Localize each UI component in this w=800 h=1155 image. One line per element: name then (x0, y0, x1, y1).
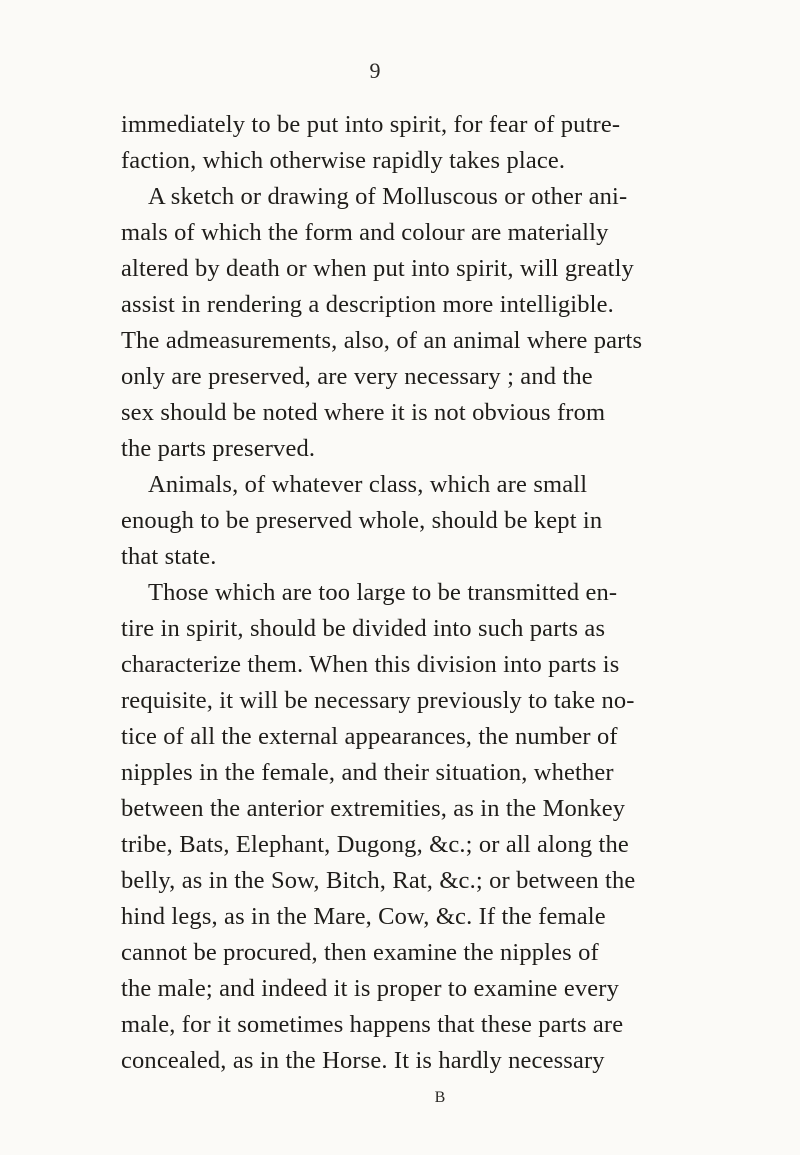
text-line: assist in rendering a description more intelligible. (121, 291, 614, 318)
text-line: concealed, as in the Horse. It is hardly necessary (121, 1047, 605, 1074)
text-line: belly, as in the Sow, Bitch, Rat, &c.; or between the (121, 867, 636, 894)
text-line: sex should be noted where it is not obvious from (121, 399, 606, 426)
text-line: faction, which otherwise rapidly takes place. (121, 147, 566, 174)
text-line: only are preserved, are very necessary ; and the (121, 363, 593, 390)
text-line: immediately to be put into spirit, for fear of putre- (121, 111, 621, 138)
text-line: Animals, of whatever class, which are small (148, 471, 588, 498)
text-line: enough to be preserved whole, should be kept in (121, 507, 603, 534)
text-line: Those which are too large to be transmitted en- (148, 579, 618, 606)
text-line: the parts preserved. (121, 435, 316, 462)
text-line: male, for it sometimes happens that these parts are (121, 1011, 624, 1038)
text-line: characterize them. When this division into parts is (121, 651, 620, 678)
signature-mark: B (434, 1089, 446, 1106)
text-line: tice of all the external appearances, the number of (121, 723, 618, 750)
text-line: that state. (121, 543, 217, 570)
text-line: A sketch or drawing of Molluscous or other ani- (148, 183, 628, 210)
text-line: requisite, it will be necessary previously to take no- (121, 687, 635, 714)
text-line: The admeasurements, also, of an animal where parts (121, 327, 643, 354)
text-line: hind legs, as in the Mare, Cow, &c. If the female (121, 903, 606, 930)
text-line: tire in spirit, should be divided into such parts as (121, 615, 606, 642)
text-line: mals of which the form and colour are materially (121, 219, 609, 246)
text-line: tribe, Bats, Elephant, Dugong, &c.; or all along the (121, 831, 629, 858)
text-line: nipples in the female, and their situation, whether (121, 759, 614, 786)
text-line: altered by death or when put into spirit, will greatly (121, 255, 634, 282)
text-line: between the anterior extremities, as in the Monkey (121, 795, 626, 822)
text-line: cannot be procured, then examine the nipples of (121, 939, 599, 966)
text-line: the male; and indeed it is proper to examine every (121, 975, 620, 1002)
page-number: 9 (369, 58, 381, 83)
